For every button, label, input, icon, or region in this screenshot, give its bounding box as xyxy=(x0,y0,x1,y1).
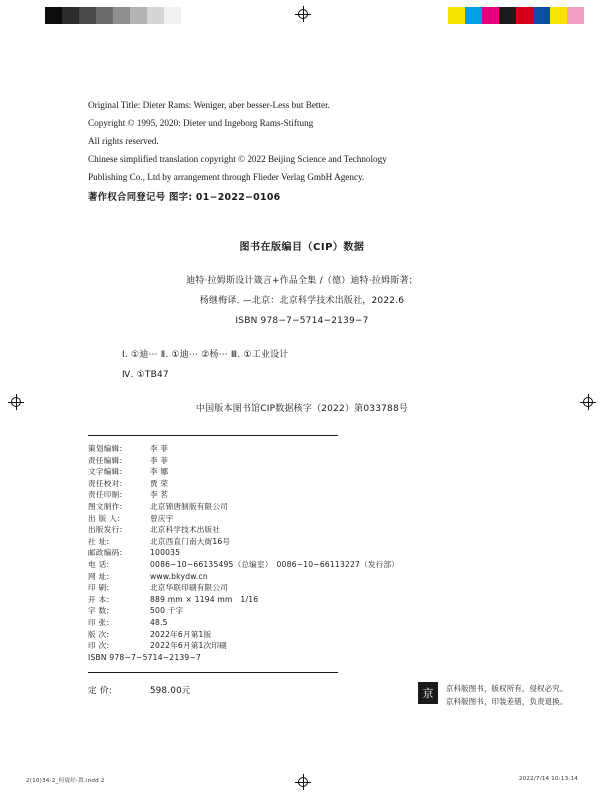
imprint-row-value: 48.5 xyxy=(150,617,168,627)
color-swatch xyxy=(516,7,533,24)
imprint-row-label: 社 址: xyxy=(88,536,110,546)
imprint-row-label: 印 刷: xyxy=(88,583,110,593)
copyright-line: Original Title: Dieter Rams: Weniger, aber besser-Less but Better. xyxy=(88,100,330,110)
color-swatch xyxy=(499,7,516,24)
copyright-line: Publishing Co., Ltd by arrangement through Flieder Verlag GmbH Agency. xyxy=(88,172,365,182)
imprint-row xyxy=(88,605,399,617)
imprint-row-value: 李 菲 xyxy=(150,444,169,453)
price-value: 598.00元 xyxy=(150,686,191,696)
copyright-line: Chinese simplified translation copyright © 2022 Beijing Science and Technology xyxy=(88,154,387,164)
imprint-row xyxy=(88,582,399,594)
imprint-row-value: 李 菲 xyxy=(150,455,169,465)
color-swatch xyxy=(465,7,482,24)
imprint-row xyxy=(88,629,399,641)
imprint-row-value: 2022年6月第1次印刷 xyxy=(150,641,227,651)
imprint-row xyxy=(88,536,399,548)
divider-top xyxy=(88,435,338,436)
gray-swatch xyxy=(62,7,79,24)
cip-classification-line: Ⅳ. ①TB47 xyxy=(122,370,169,380)
copyright-line: Copyright © 1995, 2020: Dieter und Ingeborg Rams-Stiftung xyxy=(88,118,314,128)
imprint-row xyxy=(88,617,399,629)
imprint-row-value: 李 娜 xyxy=(150,467,169,477)
color-swatch xyxy=(448,7,465,24)
imprint-row xyxy=(88,524,399,536)
imprint-row-value: 北京科学技术出版社 xyxy=(150,525,221,535)
gray-swatch xyxy=(130,7,147,24)
imprint-row xyxy=(88,455,399,467)
imprint-row xyxy=(88,489,399,501)
gray-swatch xyxy=(164,7,181,24)
registration-target-icon xyxy=(295,6,311,22)
imprint-row xyxy=(88,547,399,559)
color-calibration-bar xyxy=(448,7,584,24)
grayscale-calibration-bar xyxy=(45,7,181,24)
imprint-row-label: 字 数: xyxy=(88,606,110,616)
gray-swatch xyxy=(45,7,62,24)
gray-swatch xyxy=(113,7,130,24)
cip-entry-line: 杨继梅译. —北京：北京科学技术出版社，2022.6 xyxy=(199,296,405,306)
imprint-row xyxy=(88,571,399,583)
imprint-row xyxy=(88,640,399,652)
imprint-row-label: 网 址: xyxy=(88,571,110,581)
imprint-row xyxy=(88,513,399,525)
imprint-row xyxy=(88,443,399,455)
copyright-line: All rights reserved. xyxy=(88,136,159,146)
gray-swatch xyxy=(96,7,113,24)
copyright-notice-line: 京科版图书，印装差错，负责退换。 xyxy=(446,697,568,706)
imprint-row-value: www.bkydw.cn xyxy=(150,571,208,581)
cip-classification-line: Ⅰ. ①迪⋯ Ⅱ. ①迪⋯ ②杨⋯ Ⅲ. ①工业设计 xyxy=(122,350,289,360)
imprint-row-label: 策划编辑: xyxy=(88,444,123,453)
registration-target-icon xyxy=(580,394,596,410)
cip-isbn: ISBN 978−7−5714−2139−7 xyxy=(235,316,369,326)
copyright-contract-number: 著作权合同登记号 图字: 01−2022−0106 xyxy=(88,192,281,203)
copyright-notice-line: 京科版图书，版权所有，侵权必究。 xyxy=(446,684,568,693)
price-row xyxy=(88,684,191,696)
imprint-row-label: 图文制作: xyxy=(88,501,123,511)
imprint-row-label: 开 本: xyxy=(88,594,110,604)
imprint-row xyxy=(88,478,399,490)
cip-archive-number: 中国版本图书馆CIP数据核字（2022）第033788号 xyxy=(195,404,409,414)
imprint-row-label: 电 话: xyxy=(88,559,110,569)
publisher-badge-icon: 京 xyxy=(418,682,438,704)
registration-target-icon xyxy=(8,394,24,410)
copyright-block xyxy=(88,96,508,207)
color-swatch xyxy=(533,7,550,24)
imprint-row-value: 贾 荣 xyxy=(150,478,169,488)
price-label: 定 价: xyxy=(88,686,113,696)
gray-swatch xyxy=(79,7,96,24)
imprint-row-value: 500 千字 xyxy=(150,606,184,616)
copyright-notice xyxy=(446,682,567,708)
imprint-row xyxy=(88,501,399,513)
imprint-row-value: 100035 xyxy=(150,548,181,558)
imprint-row-value: 曾庆宇 xyxy=(150,513,174,523)
imprint-row-label: 责任编辑: xyxy=(88,455,123,465)
imprint-row-label: 印 张: xyxy=(88,617,110,627)
imprint-row-value: 889 mm × 1194 mm 1/16 xyxy=(150,594,259,604)
imprint-row-label: 邮政编码: xyxy=(88,548,123,558)
color-swatch xyxy=(550,7,567,24)
cip-entry-line: 迪特·拉姆斯设计箴言+作品全集 /（德）迪特·拉姆斯著； xyxy=(186,276,418,286)
footer-file-slug: 2(10)34-2_何震好-置.indd 2 xyxy=(26,778,105,784)
cip-title: 图书在版编目（CIP）数据 xyxy=(239,242,365,253)
imprint-row-label: 出版发行: xyxy=(88,525,123,535)
footer-timestamp-slug: 2022/7/14 10:13:14 xyxy=(518,776,578,782)
imprint-isbn: ISBN 978−7−5714−2139−7 xyxy=(88,652,202,662)
imprint-row xyxy=(88,466,399,478)
imprint-block xyxy=(88,443,399,663)
imprint-row-label: 出 版 人: xyxy=(88,513,120,523)
imprint-row xyxy=(88,594,399,606)
imprint-row-value: 李 茗 xyxy=(150,490,169,500)
imprint-row-label: 印 次: xyxy=(88,641,110,651)
imprint-row-value: 北京华联印刷有限公司 xyxy=(150,583,228,593)
cip-block xyxy=(88,238,516,414)
imprint-row-value: 北京西直门南大街16号 xyxy=(150,536,231,546)
divider-bottom xyxy=(88,672,338,673)
color-swatch xyxy=(567,7,584,24)
imprint-row-label: 版 次: xyxy=(88,629,110,639)
imprint-row-label: 责任印制: xyxy=(88,490,123,500)
imprint-row-value: 北京锦唐制版有限公司 xyxy=(150,501,228,511)
gray-swatch xyxy=(147,7,164,24)
imprint-row-value: 0086−10−66135495（总编室） 0086−10−66113227（发行部） xyxy=(150,559,400,569)
imprint-row-label: 责任校对: xyxy=(88,478,123,488)
imprint-row-label: 文字编辑: xyxy=(88,467,123,477)
imprint-row-value: 2022年6月第1版 xyxy=(150,629,212,639)
color-swatch xyxy=(482,7,499,24)
registration-target-icon xyxy=(295,774,311,790)
imprint-row xyxy=(88,559,399,571)
